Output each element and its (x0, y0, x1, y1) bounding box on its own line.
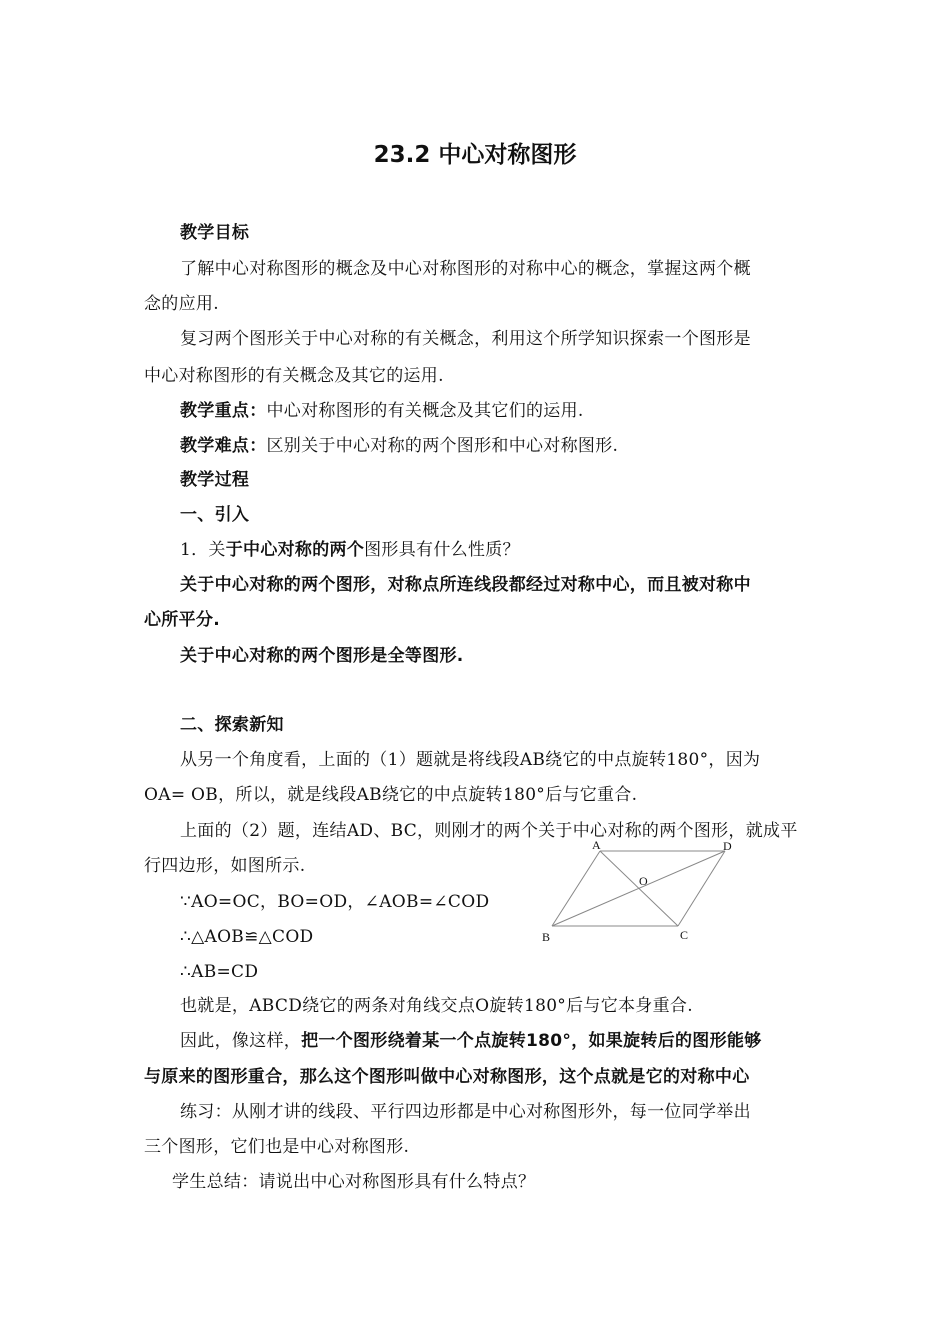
explore-paragraph-3: 也就是，ABCD绕它的两条对角线交点O旋转180°后与它本身重合. (180, 996, 693, 1016)
key-point (180, 400, 584, 422)
proof-line-3: ∴AB=CD (180, 962, 259, 982)
parallelogram-figure (535, 836, 750, 946)
objectives-paragraph-2-line-1: 复习两个图形关于中心对称的有关概念，利用这个所学知识探索一个图形是 (180, 329, 751, 349)
intro-question-suffix: 图形具有什么性质？ (364, 540, 520, 560)
student-summary: 学生总结：请说出中心对称图形具有什么特点？ (172, 1172, 536, 1192)
intro-heading: 一、引入 (180, 505, 250, 525)
proof-line-2: ∴△AOB≌△COD (180, 927, 314, 947)
difficulty-text: 区别关于中心对称的两个图形和中心对称图形. (266, 436, 619, 456)
intro-question-bold: 于中心对称的两个 (225, 540, 365, 560)
objectives-heading: 教学目标 (180, 223, 250, 243)
intro-question-prefix: 1．关 (180, 540, 226, 560)
explore-paragraph-1-line-1: 从另一个角度看，上面的（1）题就是将线段AB绕它的中点旋转180°，因为 (180, 750, 761, 770)
exercise-line-1: 练习：从刚才讲的线段、平行四边形都是中心对称图形外，每一位同学举出 (180, 1102, 751, 1122)
explore-paragraph-2-line-1: 上面的（2）题，连结AD、BC，则刚才的两个关于中心对称的两个图形，就成平 (180, 821, 798, 841)
edge-cd (678, 851, 725, 926)
exercise-line-2: 三个图形，它们也是中心对称图形. (144, 1137, 410, 1157)
difficulty (180, 435, 618, 457)
explore-paragraph-4-bold: 把一个图形绕着某一个点旋转180°，如果旋转后的图形能够 (301, 1031, 762, 1051)
edge-ab (552, 851, 600, 926)
difficulty-label: 教学难点： (180, 436, 267, 456)
process-heading: 教学过程 (180, 470, 250, 490)
center-label-o: O (639, 874, 648, 888)
intro-question (180, 539, 520, 561)
objectives-paragraph-2-line-2: 中心对称图形的有关概念及其它的运用. (144, 366, 444, 386)
vertex-label-d: D (723, 839, 732, 853)
explore-paragraph-1-line-2: OA= OB，所以，就是线段AB绕它的中点旋转180°后与它重合. (144, 785, 638, 805)
diagonal-bd (552, 851, 725, 926)
intro-answer-2: 关于中心对称的两个图形是全等图形. (180, 646, 464, 666)
explore-paragraph-4-prefix: 因此，像这样， (180, 1031, 302, 1051)
objectives-paragraph-1-line-1: 了解中心对称图形的概念及中心对称图形的对称中心的概念，掌握这两个概 (180, 259, 751, 279)
explore-heading: 二、探索新知 (180, 715, 284, 735)
page-title: 23.2 中心对称图形 (373, 142, 577, 168)
intro-answer-1-line-1: 关于中心对称的两个图形，对称点所连线段都经过对称中心，而且被对称中 (180, 575, 751, 595)
explore-paragraph-4-line-1 (180, 1030, 762, 1052)
key-point-text: 中心对称图形的有关概念及其它们的运用. (266, 401, 584, 421)
explore-paragraph-2-line-2: 行四边形，如图所示. (144, 856, 306, 876)
intro-answer-1-line-2: 心所平分. (144, 610, 220, 630)
objectives-paragraph-1-line-2: 念的应用. (144, 294, 219, 314)
vertex-label-a: A (592, 838, 601, 852)
vertex-label-b: B (542, 930, 551, 944)
proof-line-1: ∵AO=OC，BO=OD，∠AOB=∠COD (180, 892, 490, 912)
vertex-label-c: C (680, 928, 689, 942)
explore-paragraph-4-line-2: 与原来的图形重合，那么这个图形叫做中心对称图形，这个点就是它的对称中心 (144, 1067, 750, 1087)
key-point-label: 教学重点： (180, 401, 267, 421)
